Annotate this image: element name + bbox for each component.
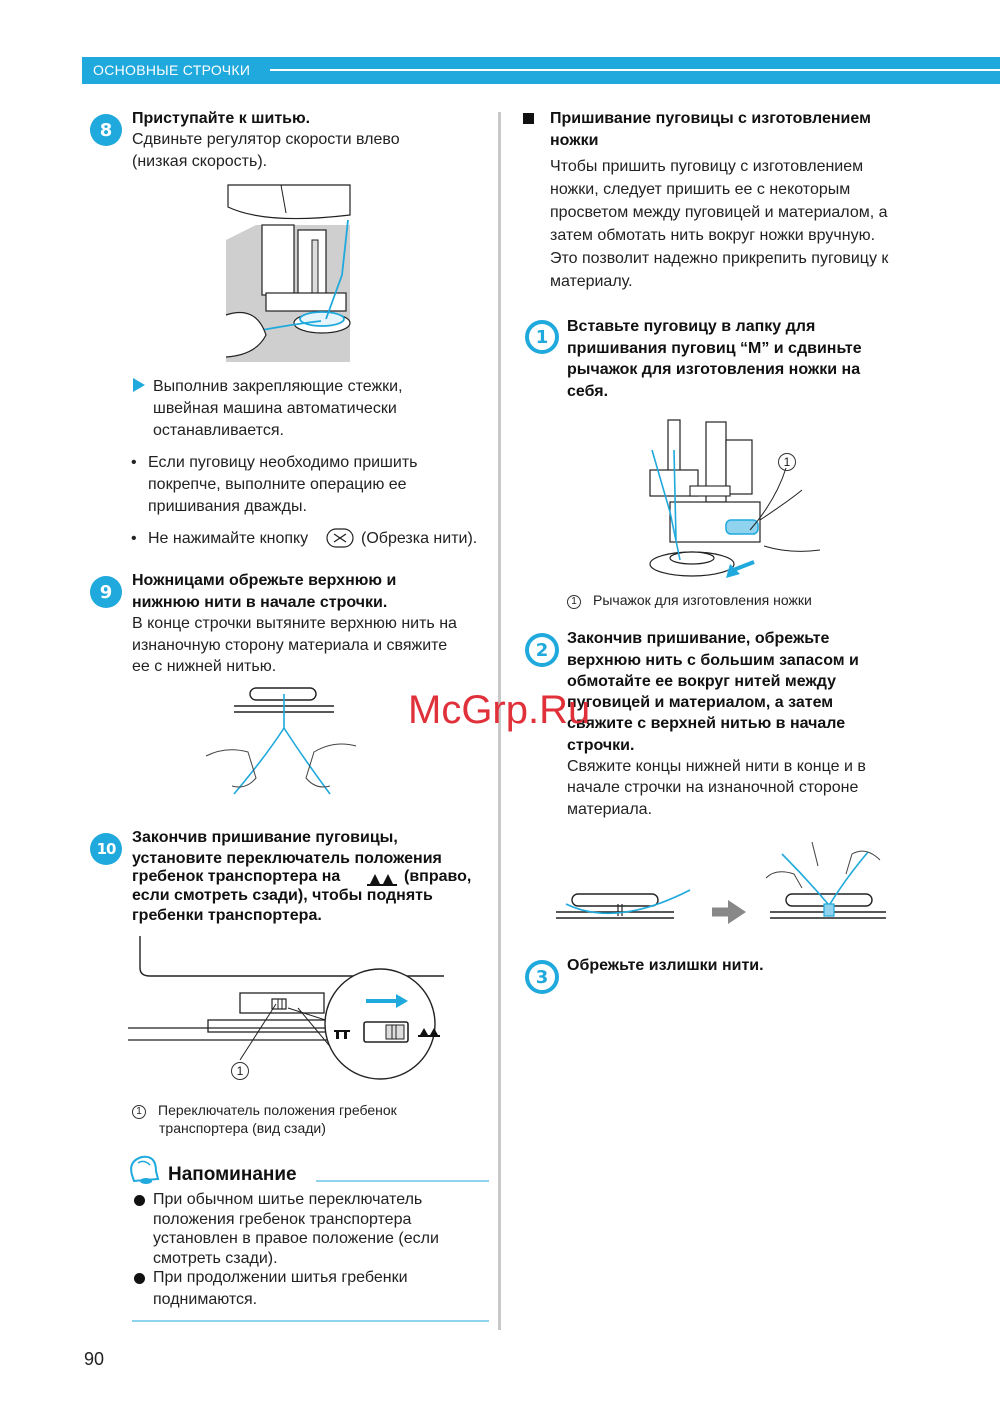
- right-step-2-badge: 2: [525, 633, 559, 667]
- lever-caption: [567, 591, 812, 609]
- step-9-title-1: Ножницами обрежьте верхнюю и: [132, 572, 397, 589]
- button-foot-illustration: [630, 420, 820, 585]
- step-10-title-3a: гребенок транспортера на: [132, 868, 341, 885]
- right-step-2-title-5: свяжите с верхней нитью в начале: [567, 715, 846, 732]
- section-title: ОСНОВНЫЕ СТРОЧКИ: [93, 62, 251, 78]
- switch-caption-line-1: Переключатель положения гребенок: [158, 1102, 397, 1118]
- feed-dog-switch-illustration: [128, 936, 448, 1092]
- shank-section-title-2: ножки: [550, 132, 599, 149]
- step-8-result-3: останавливается.: [153, 422, 284, 439]
- sewing-foot-illustration: [226, 185, 350, 362]
- memo-bullet: [134, 1195, 145, 1206]
- right-step-2-text-3: материала.: [567, 801, 653, 818]
- memo-bullet: [134, 1273, 145, 1284]
- switch-caption-line-2: транспортера (вид сзади): [159, 1120, 326, 1136]
- lever-caption-text: Рычажок для изготовления ножки: [593, 592, 812, 608]
- right-step-2-text-2: начале строчки на изнаночной стороне: [567, 779, 859, 796]
- step-10-badge: 10: [90, 833, 122, 865]
- shank-section-title-1: Пришивание пуговицы с изготовлением: [550, 110, 871, 127]
- step-8-bullet-1-line-3: пришивания дважды.: [148, 498, 307, 515]
- result-arrow-icon: [133, 378, 145, 392]
- right-step-2-title-6: строчки.: [567, 737, 635, 754]
- memo-item-2-line-1: При продолжении шитья гребенки: [153, 1269, 408, 1286]
- right-step-2-title-4: пуговицей и материалом, а затем: [567, 694, 834, 711]
- caption-ref-1: 1: [567, 595, 581, 609]
- shank-text-2: ножки, следует пришить ее с некоторым: [550, 181, 851, 198]
- step-9-text-3: ее с нижней нитью.: [132, 658, 277, 675]
- right-step-1-badge: 1: [525, 320, 559, 354]
- step-9-title-2: нижнюю нити в начале строчки.: [132, 594, 388, 611]
- caption-ref-1: 1: [132, 1105, 146, 1119]
- step-10-title-1: Закончив пришивание пуговицы,: [132, 829, 398, 846]
- shank-text-5: Это позволит надежно прикрепить пуговицу к: [550, 250, 889, 267]
- shank-text-3: просветом между пуговицей и материалом, а: [550, 204, 888, 221]
- bullet-marker: •: [131, 530, 137, 547]
- step-8-text-2: (низкая скорость).: [132, 153, 268, 170]
- step-8-title: Приступайте к шитью.: [132, 110, 311, 127]
- right-step-1-title-1: Вставьте пуговицу в лапку для: [567, 318, 816, 335]
- right-step-1-title-2: пришивания пуговиц “M” и сдвиньте: [567, 340, 862, 357]
- memo-item-1-line-4: смотреть сзади).: [153, 1250, 278, 1267]
- shank-text-6: материалу.: [550, 273, 633, 290]
- shank-text-4: затем обмотать нить вокруг ножки вручную.: [550, 227, 876, 244]
- step-9-text-1: В конце строчки вытяните верхнюю нить на: [132, 615, 457, 632]
- step-9-badge: 9: [90, 576, 122, 608]
- memo-item-1-line-1: При обычном шитье переключатель: [153, 1191, 423, 1208]
- right-step-3-badge: 3: [525, 960, 559, 994]
- section-bullet: [523, 113, 534, 124]
- switch-caption-1: [132, 1101, 397, 1119]
- step-8-result-2: швейная машина автоматически: [153, 400, 397, 417]
- right-step-2-text-1: Свяжите концы нижней нити в конце и в: [567, 758, 866, 775]
- right-step-2-title-3: обмотайте ее вокруг нитей между: [567, 673, 837, 690]
- bullet-marker: •: [131, 454, 137, 471]
- memo-title: Напоминание: [168, 1164, 297, 1185]
- watermark-text: McGrp.Ru: [408, 688, 591, 732]
- step-10-title-3b: (вправо,: [404, 868, 472, 885]
- shank-wrap-illustration: [556, 838, 886, 930]
- step-10-title-5: гребенки транспортера.: [132, 907, 322, 924]
- memo-item-1-line-3: установлен в правое положение (если: [153, 1230, 439, 1247]
- callout-1-right: 1: [778, 453, 796, 471]
- memo-item-1-line-2: положения гребенок транспортера: [153, 1211, 412, 1228]
- step-8-bullet-1-line-2: покрепче, выполните операцию ее: [148, 476, 407, 493]
- step-8-result-1: Выполнив закрепляющие стежки,: [153, 378, 403, 395]
- right-step-1-title-3: рычажок для изготовления ножки на: [567, 361, 861, 378]
- tie-threads-illustration: [206, 686, 356, 802]
- thread-cut-icon: [326, 528, 354, 548]
- right-step-3-title: Обрежьте излишки нити.: [567, 957, 764, 974]
- step-10-title-2: установите переключатель положения: [132, 850, 442, 867]
- right-step-2-title-1: Закончив пришивание, обрежьте: [567, 630, 830, 647]
- right-step-1-title-4: себя.: [567, 383, 609, 400]
- shank-text-1: Чтобы пришить пуговицу с изготовлением: [550, 158, 864, 175]
- memo-icon: [124, 1153, 162, 1187]
- callout-1: 1: [231, 1062, 249, 1080]
- memo-rule-bottom: [132, 1320, 489, 1322]
- step-8-bullet-1-line-1: Если пуговицу необходимо пришить: [148, 454, 418, 471]
- step-8-text-1: Сдвиньте регулятор скорости влево: [132, 131, 400, 148]
- page-number: 90: [84, 1349, 105, 1369]
- header-rule: [270, 69, 1000, 71]
- step-9-text-2: изнаночную сторону материала и свяжите: [132, 637, 448, 654]
- step-8-bullet-2-before: Не нажимайте кнопку: [148, 530, 309, 547]
- step-8-bullet-2-after: (Обрезка нити).: [361, 530, 478, 547]
- memo-item-2-line-2: поднимаются.: [153, 1291, 258, 1308]
- step-8-badge: 8: [90, 114, 122, 146]
- memo-rule-top: [316, 1180, 489, 1182]
- right-step-2-title-2: верхнюю нить с большим запасом и: [567, 652, 859, 669]
- step-10-title-4: если смотреть сзади), чтобы поднять: [132, 887, 433, 904]
